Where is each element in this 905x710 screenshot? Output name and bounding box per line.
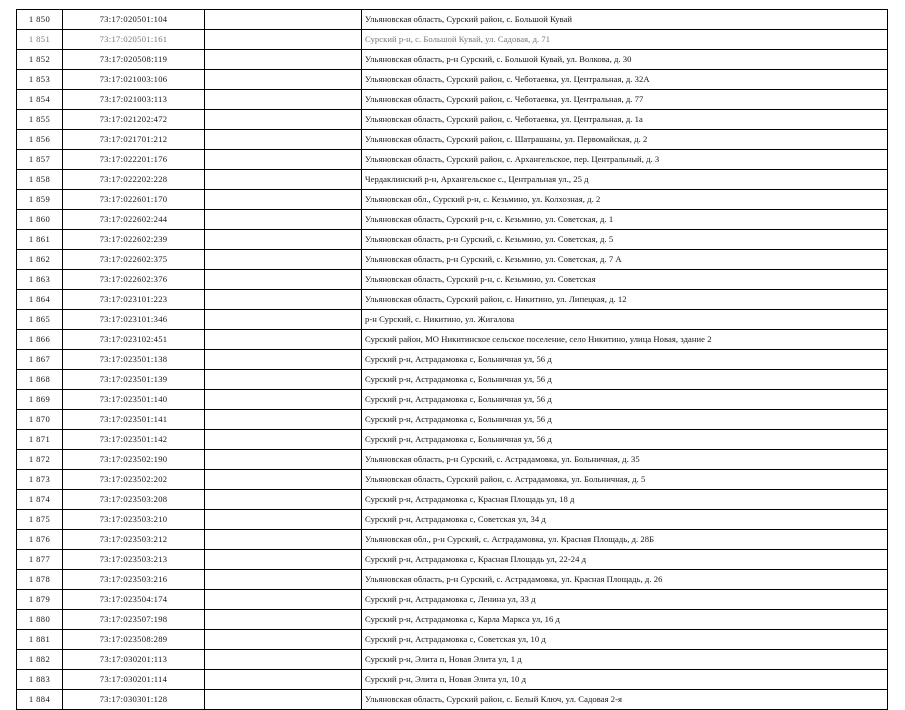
empty-cell <box>205 590 362 610</box>
empty-cell <box>205 50 362 70</box>
row-number-cell: 1 853 <box>17 70 63 90</box>
address-cell: Ульяновская обл., р-н Сурский, с. Астрадамовка, ул. Красная Площадь, д. 28Б <box>362 530 888 550</box>
empty-cell <box>205 410 362 430</box>
table-row <box>17 330 888 350</box>
address-cell: Ульяновская область, р-н Сурский, с. Астрадамовка, ул. Красная Площадь, д. 26 <box>362 570 888 590</box>
table-row <box>17 670 888 690</box>
row-number-cell: 1 861 <box>17 230 63 250</box>
table-row <box>17 350 888 370</box>
cadastral-number-cell: 73:17:030301:128 <box>63 690 205 710</box>
address-cell: Сурский р-н, Астрадамовка с, Больничная ул, 56 д <box>362 410 888 430</box>
address-cell: Сурский р-н, Астрадамовка с, Красная Площадь ул, 22-24 д <box>362 550 888 570</box>
cadastral-number-cell: 73:17:030201:114 <box>63 670 205 690</box>
table-row <box>17 30 888 50</box>
cadastral-number-cell: 73:17:023501:142 <box>63 430 205 450</box>
table-row <box>17 50 888 70</box>
address-cell: Сурский р-н, Астрадамовка с, Больничная ул, 56 д <box>362 350 888 370</box>
cadastral-number-cell: 73:17:021202:472 <box>63 110 205 130</box>
table-row <box>17 610 888 630</box>
address-cell: Сурский р-н, Астрадамовка с, Ленина ул, 33 д <box>362 590 888 610</box>
address-cell: Ульяновская область, Сурский район, с. Шатрашаны, ул. Первомайская, д. 2 <box>362 130 888 150</box>
table-row <box>17 230 888 250</box>
address-cell: Ульяновская область, Сурский район, с. Белый Ключ, ул. Садовая 2-я <box>362 690 888 710</box>
table-row <box>17 650 888 670</box>
address-cell: Ульяновская область, Сурский район, с. Чеботаевка, ул. Центральная, д. 1а <box>362 110 888 130</box>
cadastral-number-cell: 73:17:022202:228 <box>63 170 205 190</box>
row-number-cell: 1 855 <box>17 110 63 130</box>
empty-cell <box>205 70 362 90</box>
empty-cell <box>205 290 362 310</box>
table-row <box>17 150 888 170</box>
table-row <box>17 210 888 230</box>
cadastral-number-cell: 73:17:023501:140 <box>63 390 205 410</box>
row-number-cell: 1 882 <box>17 650 63 670</box>
cadastral-number-cell: 73:17:020501:161 <box>63 30 205 50</box>
address-cell: Ульяновская область, р-н Сурский, с. Кезьмино, ул. Советская, д. 7 А <box>362 250 888 270</box>
table-row <box>17 570 888 590</box>
empty-cell <box>205 490 362 510</box>
address-cell: Сурский р-н, Элита п, Новая Элита ул, 10 д <box>362 670 888 690</box>
row-number-cell: 1 850 <box>17 10 63 30</box>
address-cell: Ульяновская область, Сурский р-н, с. Кезьмино, ул. Советская, д. 1 <box>362 210 888 230</box>
table-row <box>17 550 888 570</box>
empty-cell <box>205 210 362 230</box>
cadastral-number-cell: 73:17:023502:190 <box>63 450 205 470</box>
cadastral-number-cell: 73:17:023503:216 <box>63 570 205 590</box>
cadastral-number-cell: 73:17:023504:174 <box>63 590 205 610</box>
row-number-cell: 1 875 <box>17 510 63 530</box>
table-row <box>17 190 888 210</box>
empty-cell <box>205 90 362 110</box>
empty-cell <box>205 390 362 410</box>
row-number-cell: 1 869 <box>17 390 63 410</box>
cadastral-number-cell: 73:17:023501:141 <box>63 410 205 430</box>
cadastral-number-cell: 73:17:023501:139 <box>63 370 205 390</box>
row-number-cell: 1 867 <box>17 350 63 370</box>
row-number-cell: 1 878 <box>17 570 63 590</box>
table-row <box>17 250 888 270</box>
row-number-cell: 1 857 <box>17 150 63 170</box>
row-number-cell: 1 859 <box>17 190 63 210</box>
cadastral-number-cell: 73:17:022201:176 <box>63 150 205 170</box>
address-cell: Сурский район, МО Никитинское сельское поселение, село Никитино, улица Новая, здание 2 <box>362 330 888 350</box>
row-number-cell: 1 883 <box>17 670 63 690</box>
cadastral-number-cell: 73:17:022602:375 <box>63 250 205 270</box>
row-number-cell: 1 877 <box>17 550 63 570</box>
empty-cell <box>205 350 362 370</box>
address-cell: Сурский р-н, Астрадамовка с, Советская ул, 10 д <box>362 630 888 650</box>
empty-cell <box>205 150 362 170</box>
row-number-cell: 1 870 <box>17 410 63 430</box>
table-row <box>17 130 888 150</box>
address-cell: Сурский р-н, Астрадамовка с, Больничная ул, 56 д <box>362 430 888 450</box>
table-row <box>17 490 888 510</box>
table-row <box>17 90 888 110</box>
address-cell: Сурский р-н, Элита п, Новая Элита ул, 1 д <box>362 650 888 670</box>
cadastral-number-cell: 73:17:030201:113 <box>63 650 205 670</box>
table-row <box>17 430 888 450</box>
empty-cell <box>205 650 362 670</box>
address-cell: Сурский р-н, Астрадамовка с, Больничная ул, 56 д <box>362 370 888 390</box>
address-cell: Ульяновская область, Сурский район, с. Никитино, ул. Липецкая, д. 12 <box>362 290 888 310</box>
empty-cell <box>205 330 362 350</box>
register-body <box>17 10 888 710</box>
address-cell: Ульяновская область, Сурский район, с. Астрадамовка, ул. Больничная, д. 5 <box>362 470 888 490</box>
cadastral-number-cell: 73:17:021003:106 <box>63 70 205 90</box>
row-number-cell: 1 858 <box>17 170 63 190</box>
row-number-cell: 1 860 <box>17 210 63 230</box>
row-number-cell: 1 856 <box>17 130 63 150</box>
address-cell: Сурский р-н, Астрадамовка с, Больничная ул, 56 д <box>362 390 888 410</box>
row-number-cell: 1 862 <box>17 250 63 270</box>
cadastral-number-cell: 73:17:023501:138 <box>63 350 205 370</box>
row-number-cell: 1 852 <box>17 50 63 70</box>
table-row <box>17 410 888 430</box>
row-number-cell: 1 864 <box>17 290 63 310</box>
row-number-cell: 1 854 <box>17 90 63 110</box>
address-cell: Сурский р-н, с. Большой Кувай, ул. Садовая, д. 71 <box>362 30 888 50</box>
cadastral-number-cell: 73:17:023503:213 <box>63 550 205 570</box>
address-cell: Ульяновская область, р-н Сурский, с. Кезьмино, ул. Советская, д. 5 <box>362 230 888 250</box>
cadastral-number-cell: 73:17:021701:212 <box>63 130 205 150</box>
row-number-cell: 1 876 <box>17 530 63 550</box>
cadastral-number-cell: 73:17:023101:346 <box>63 310 205 330</box>
address-cell: Ульяновская область, р-н Сурский, с. Большой Кувай, ул. Волкова, д. 30 <box>362 50 888 70</box>
address-cell: р-н Сурский, с. Никитино, ул. Жигалова <box>362 310 888 330</box>
empty-cell <box>205 470 362 490</box>
address-cell: Сурский р-н, Астрадамовка с, Карла Маркса ул, 16 д <box>362 610 888 630</box>
cadastral-number-cell: 73:17:020501:104 <box>63 10 205 30</box>
table-row <box>17 370 888 390</box>
empty-cell <box>205 370 362 390</box>
empty-cell <box>205 250 362 270</box>
table-row <box>17 10 888 30</box>
cadastral-number-cell: 73:17:023503:208 <box>63 490 205 510</box>
row-number-cell: 1 872 <box>17 450 63 470</box>
empty-cell <box>205 110 362 130</box>
address-cell: Чердаклинский р-н, Архангельское с., Центральная ул., 25 д <box>362 170 888 190</box>
empty-cell <box>205 610 362 630</box>
row-number-cell: 1 873 <box>17 470 63 490</box>
table-row <box>17 690 888 710</box>
cadastral-number-cell: 73:17:023102:451 <box>63 330 205 350</box>
row-number-cell: 1 865 <box>17 310 63 330</box>
table-row <box>17 450 888 470</box>
table-row <box>17 170 888 190</box>
empty-cell <box>205 10 362 30</box>
row-number-cell: 1 863 <box>17 270 63 290</box>
row-number-cell: 1 884 <box>17 690 63 710</box>
address-cell: Ульяновская область, Сурский р-н, с. Кезьмино, ул. Советская <box>362 270 888 290</box>
row-number-cell: 1 879 <box>17 590 63 610</box>
table-row <box>17 70 888 90</box>
address-cell: Ульяновская область, Сурский район, с. Большой Кувай <box>362 10 888 30</box>
table-row <box>17 530 888 550</box>
row-number-cell: 1 871 <box>17 430 63 450</box>
empty-cell <box>205 690 362 710</box>
address-cell: Сурский р-н, Астрадамовка с, Советская ул, 34 д <box>362 510 888 530</box>
empty-cell <box>205 130 362 150</box>
cadastral-number-cell: 73:17:023507:198 <box>63 610 205 630</box>
cadastral-number-cell: 73:17:022602:244 <box>63 210 205 230</box>
address-cell: Ульяновская область, Сурский район, с. Чеботаевка, ул. Центральная, д. 77 <box>362 90 888 110</box>
address-cell: Сурский р-н, Астрадамовка с, Красная Площадь ул, 18 д <box>362 490 888 510</box>
table-row <box>17 470 888 490</box>
empty-cell <box>205 170 362 190</box>
cadastral-number-cell: 73:17:023101:223 <box>63 290 205 310</box>
cadastral-number-cell: 73:17:021003:113 <box>63 90 205 110</box>
table-row <box>17 310 888 330</box>
table-row <box>17 270 888 290</box>
row-number-cell: 1 868 <box>17 370 63 390</box>
row-number-cell: 1 866 <box>17 330 63 350</box>
table-row <box>17 590 888 610</box>
property-register-table <box>16 9 888 710</box>
cadastral-number-cell: 73:17:020508:119 <box>63 50 205 70</box>
table-row <box>17 390 888 410</box>
table-row <box>17 110 888 130</box>
empty-cell <box>205 570 362 590</box>
table-row <box>17 290 888 310</box>
empty-cell <box>205 550 362 570</box>
empty-cell <box>205 270 362 290</box>
empty-cell <box>205 510 362 530</box>
empty-cell <box>205 190 362 210</box>
cadastral-number-cell: 73:17:022601:170 <box>63 190 205 210</box>
empty-cell <box>205 310 362 330</box>
row-number-cell: 1 881 <box>17 630 63 650</box>
address-cell: Ульяновская область, Сурский район, с. Чеботаевка, ул. Центральная, д. 32А <box>362 70 888 90</box>
table-row <box>17 510 888 530</box>
row-number-cell: 1 874 <box>17 490 63 510</box>
empty-cell <box>205 450 362 470</box>
cadastral-number-cell: 73:17:023508:289 <box>63 630 205 650</box>
address-cell: Ульяновская обл., Сурский р-н, с. Кезьмино, ул. Колхозная, д. 2 <box>362 190 888 210</box>
empty-cell <box>205 670 362 690</box>
empty-cell <box>205 430 362 450</box>
empty-cell <box>205 230 362 250</box>
empty-cell <box>205 530 362 550</box>
cadastral-number-cell: 73:17:022602:239 <box>63 230 205 250</box>
address-cell: Ульяновская область, р-н Сурский, с. Астрадамовка, ул. Больничная, д. 35 <box>362 450 888 470</box>
address-cell: Ульяновская область, Сурский район, с. Архангельское, пер. Центральный, д. 3 <box>362 150 888 170</box>
cadastral-number-cell: 73:17:023502:202 <box>63 470 205 490</box>
cadastral-number-cell: 73:17:022602:376 <box>63 270 205 290</box>
row-number-cell: 1 880 <box>17 610 63 630</box>
empty-cell <box>205 30 362 50</box>
cadastral-number-cell: 73:17:023503:212 <box>63 530 205 550</box>
cadastral-number-cell: 73:17:023503:210 <box>63 510 205 530</box>
row-number-cell: 1 851 <box>17 30 63 50</box>
